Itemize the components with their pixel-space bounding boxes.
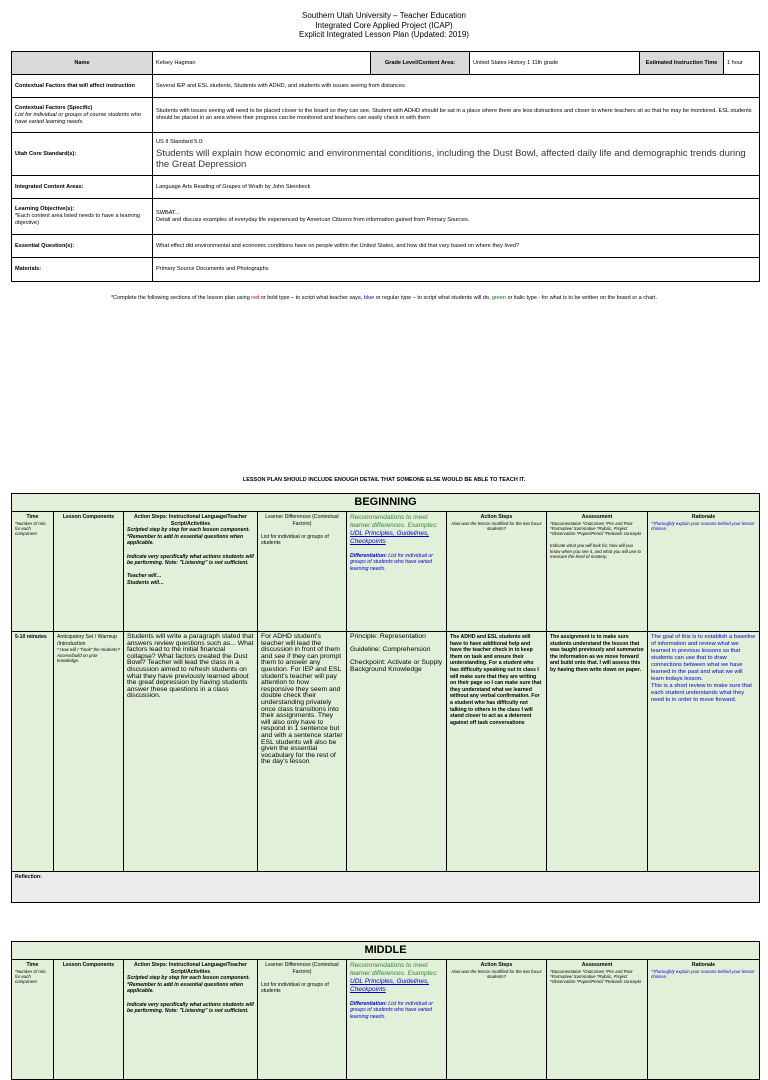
core-cell [153,133,760,176]
rec-checkpoint: Checkpoint: Activate or Supply Background Knowledge [350,659,443,673]
m-col-time-label: Time [26,962,39,968]
beginning-component-cell [54,632,124,872]
col-components-label: Lesson Components [62,514,115,520]
col-time-label: Time [26,514,39,520]
m-col-components [54,960,124,1080]
m-diff-label: Differentiation: [350,1000,387,1007]
time-value: 1 hour [724,52,760,75]
col-time-note: *Number of min. for each component [15,520,47,537]
col-time [12,512,54,632]
m-col-assess-label: Assessment [581,962,613,968]
col-action-note-4: Students will… [127,579,165,586]
detail-note: LESSON PLAN SHOULD INCLUDE ENOUGH DETAIL THAT SOMEONE ELSE WOULD BE ABLE TO TEACH IT. [242,477,526,483]
context-specific-label: Contextual Factors (Specific) [15,104,93,111]
context-value: Several IEP and ESL students, Students with ADHD, and students with issues seeing from distances [153,75,760,98]
m-col-recs [347,960,447,1080]
m-col-steps [447,960,547,1080]
m-udl-link[interactable]: UDL Principles, Guidelines, Checkpoints [350,978,429,993]
col-recs [347,512,447,632]
m-col-components-label: Lesson Components [62,962,115,968]
col-steps [447,512,547,632]
instr-part-2: or bold type – to script what teacher says, [259,295,364,301]
m-col-learner-label: Learner Differences (Contextual Factors) [265,962,339,975]
col-assess [547,512,648,632]
col-action-label: Action Steps: Instructional Language/Teacher Script/Activities [134,514,247,527]
instr-green: green [491,295,506,301]
col-rationale [648,512,760,632]
col-assess-note: *Documentation *Outcomes *Pre and Post *Formative/ Summative *Rubric, Project *Observation *Paper/Pencil *Reteach concepts [550,520,642,537]
rationale-1: The goal of this is to establish a baseline of information and review what we learned in previous lessons so that students can use that to draw connections between what we have learned in the past and what we will learn todays lesson. [651,634,756,682]
instr-part-3: or regular type – to script what students will do, [374,295,492,301]
materials-value: Primary Source Documents and Photographs [153,258,760,282]
col-learner-label: Learner Differences (Contextual Factors) [265,514,339,527]
m-col-action [124,960,258,1080]
m-col-rationale-label: Rationale [691,962,716,968]
instructions-line [0,295,768,301]
context-specific-note: List for individual or groups of course students who have varied learning needs. [15,111,141,125]
beginning-time: 5-10 minutes [12,632,54,872]
plan-title: Explicit Integrated Lesson Plan (Updated: 2019) [299,30,469,39]
col-action [124,512,258,632]
beginning-assess: The assignment is to make sure students understand the lesson that was taught previously and summarize the information as we move forward and build onto that. I will assess this by having them write down on paper. [547,632,648,872]
essential-value: What effect did environmental and economic conditions have on people within the United States, and how did that vary based on where they lived? [153,235,760,258]
context-specific-value: Students with issues seeing will need to be placed closer to the board so they can see, Student with ADHD should be sat in a place where there are less distractions and closer to where teachers sit so that he may be monitored. ESL students should be placed in an area where their progress can be monitored and teachers can easily check in with them [153,98,760,133]
col-assess-label: Assessment [581,514,613,520]
m-col-time [12,960,54,1080]
col-action-note-2: Indicate very specifically what actions students will be performing. Note: "Listening" is not sufficient. [127,553,254,567]
m-col-recs-label: Recommendations to meet learner differences. Examples: [350,962,438,977]
rationale-2: This is a short review to make sure that each student understands what they need to in order to move forward. [651,683,752,703]
beginning-component-note: * How will I "hook" the students? Access/build on prior knowledge. [57,647,120,663]
instr-blue: blue [363,295,375,301]
grade-value: United States History 1 11th grade [470,52,640,75]
col-learner-note: List for individual or groups of students [261,533,329,547]
diff-label: Differentiation: [350,552,387,559]
m-col-action-note-2: Indicate very specifically what actions students will be performing. Note: "Listening" is not sufficient. [127,1001,254,1015]
m-diff-note: List for individual or groups of students who have varied learning needs. [350,1000,433,1020]
m-col-time-note: *Number of min. for each component [15,968,47,985]
rec-guideline: Guideline: Comprehension [350,646,431,654]
core-value: Students will explain how economic and environmental conditions, including the Dust Bowl, affected daily life and demographic trends during the Great Depression [156,147,746,170]
middle-section [11,941,760,1080]
objective-cell [12,199,153,235]
m-col-rationale-note: *Thoroughly explain your reasons behind your lesson choices. [651,968,755,979]
col-action-note-3: Teacher will… [127,573,162,580]
essential-label: Essential Question(s): [12,235,153,258]
integrated-label: Integrated Content Areas: [12,176,153,199]
m-col-steps-label: Action Steps [480,962,513,968]
instr-red: red [251,295,260,301]
integrated-value: Language Arts Reading of Grapes of Wrath by John Steinbeck [153,176,760,199]
beginning-recs [347,632,447,872]
lesson-info-table [11,51,760,282]
name-value: Kelsey Hagman [153,52,371,75]
col-rationale-label: Rationale [691,514,716,520]
col-rationale-note: *Thoroughly explain your reasons behind your lesson choices. [651,520,755,531]
diff-note: List for individual or groups of students who have varied learning needs. [350,552,433,572]
beginning-section [11,493,760,903]
m-col-learner-note: List for individual or groups of students [261,981,329,995]
document-header [0,11,768,40]
time-label: Estimated Instruction Time [640,52,724,75]
col-steps-note: How was the lesson modified for the two focus students? [451,520,542,531]
udl-link[interactable]: UDL Principles, Guidelines, Checkpoints [350,530,429,545]
beginning-title: BEGINNING [12,494,760,512]
middle-title: MIDDLE [12,942,760,960]
beginning-action: Students will write a paragraph stated that answers review questions such as... What factors lead to the initial financial collapse? What factors created the Dust Bowl? Teacher will lead the class in a discussion aimed to refresh students on what they have previously learned about the great depression by having students answer these questions in a class discussion. [124,632,258,872]
objective-value: Detail and discuss examples of everyday life experienced by American Citizens from information gained from Primary Sources. [156,216,470,223]
beginning-steps: The ADHD and ESL students will have to have additional help and have the teacher check in to keep them on task and ensure their understanding. For a student who has difficulty speaking out in class I will make sure that they are writing on their page so I can make sure that they understand what we learned without any verbal confirmation. For a student who has difficulty not talking to others in the class I will stand closer to act as a deterrent against off task conversations [447,632,547,872]
m-col-action-note-1: Scripted step by step for each lesson component. *Remember to add in essential questions when applicable. [127,975,250,995]
beginning-reflection: Reflection: [12,872,760,903]
core-label: Utah Core Standard(s): [12,133,153,176]
col-learner [258,512,347,632]
grade-label: Grade Level/Content Area: [371,52,470,75]
m-col-steps-note: How was the lesson modified for the two focus students? [451,968,542,979]
objective-label: Learning Objective(s): [15,206,75,212]
objective-value-cell [153,199,760,235]
col-recs-label: Recommendations to meet learner differences. Examples: [350,514,438,529]
m-col-assess-note: *Documentation *Outcomes *Pre and Post *Formative/ Summative *Rubric, Project *Observation *Paper/Pencil *Reteach concepts [550,968,642,985]
name-label: Name [12,52,153,75]
m-col-action-label: Action Steps: Instructional Language/Teacher Script/Activities [134,962,247,975]
objective-note: *Each content area listed needs to have a learning objective) [15,213,141,226]
context-specific-cell [12,98,153,133]
beginning-learner: For ADHD student's teacher will lead the discussion in front of them and see if they can prompt them to answer any question. For IEP and ESL student's teacher will pay attention to how responsive they seem and double check their understanding privately once class transitions into their assignments. They will also only have to respond in 1 sentence but and with a sentence starter ESL students will also be given the essential vocabulary for the rest of the day's lesson [258,632,347,872]
beginning-rationale [648,632,760,872]
m-col-rationale [648,960,760,1080]
university-line: Southern Utah University – Teacher Education [302,11,466,20]
col-steps-label: Action Steps [480,514,513,520]
instr-part-1: *Complete the following sections of the lesson plan using [110,295,252,301]
core-code: US II Standard 5.0: [156,138,204,145]
rec-principle: Principle: Representation [350,633,426,640]
col-assess-note-2: Indicate what you will look for, how will you know when you see it, and what you will use to measure the level of mastery. [550,543,642,560]
swbat: SWBAT... [156,209,180,216]
m-col-assess [547,960,648,1080]
col-action-note-1: Scripted step by step for each lesson component. *Remember to add in essential questions when applicable. [127,527,250,547]
materials-label: Materials: [12,258,153,282]
instr-part-4: or italic type - for what is to be written on the board or a chart. [506,295,658,301]
beginning-component: Anticipatory Set / Warmup /Introduction [57,634,118,647]
col-components [54,512,124,632]
m-col-learner [258,960,347,1080]
context-label: Contextual Factors that will affect instruction [12,75,153,98]
project-line: Integrated Core Applied Project (ICAP) [315,20,453,30]
